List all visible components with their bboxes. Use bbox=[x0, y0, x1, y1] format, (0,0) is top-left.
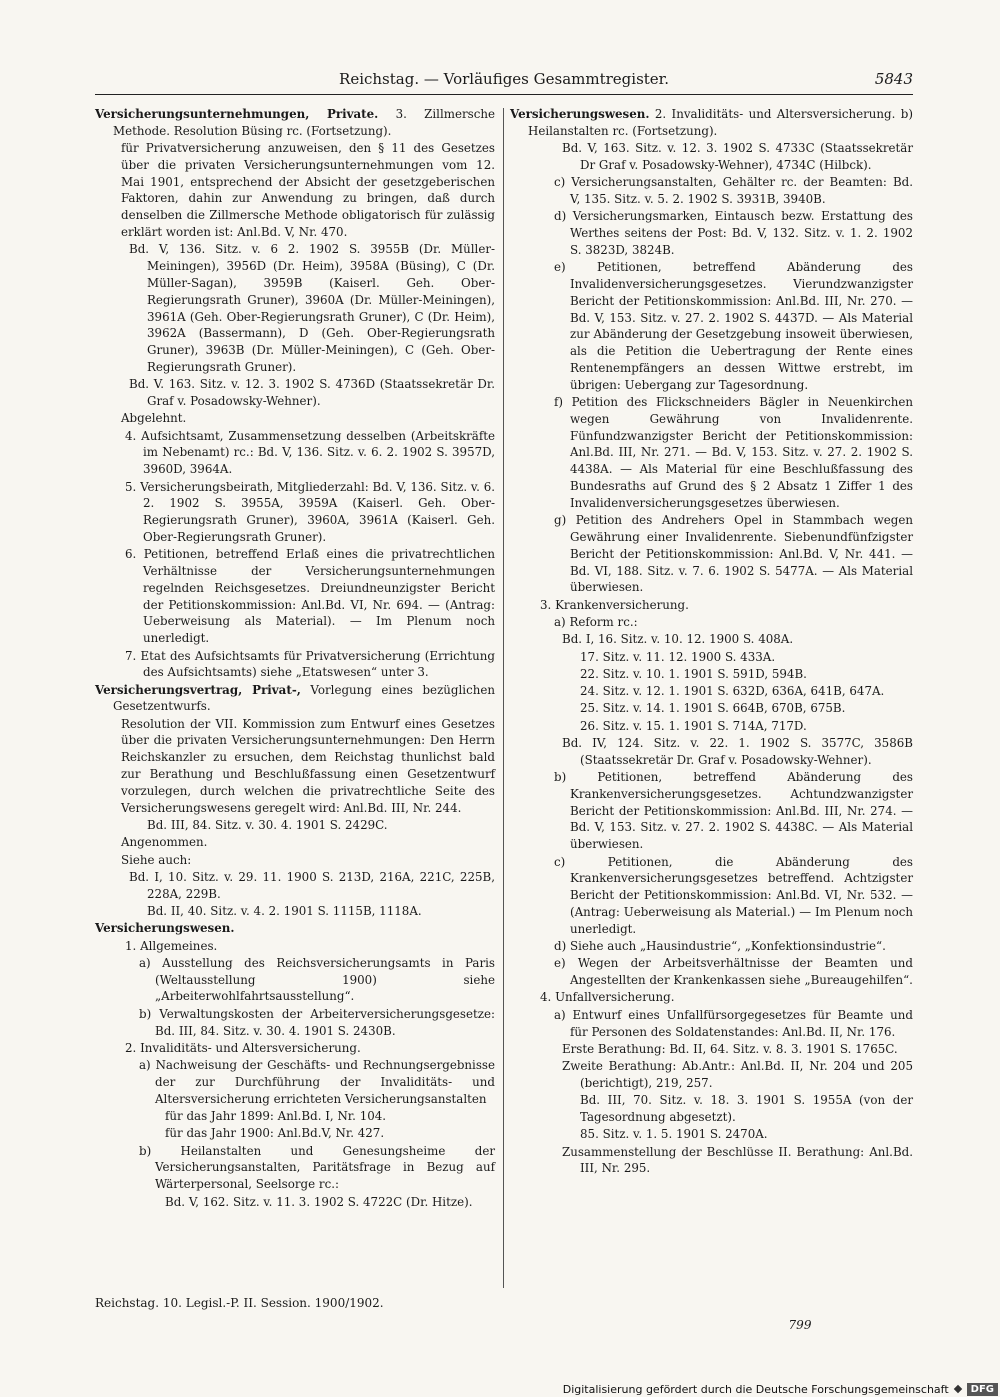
entry-text: 1. Allgemeines. bbox=[125, 938, 218, 953]
entry-text: d) Versicherungsmarken, Eintausch bezw. Erstattung des Werthes seitens der Post: Bd. V, 132. Sitz. v. 1. 2. 1902 S. 3823D, 3824B. bbox=[554, 209, 913, 257]
entry-text: g) Petition des Andrehers Opel in Stammbach wegen Gewährung einer Invalidenrente. Siebenundfünfzigster Bericht der Petitionskommission: Anl.Bd. V, Nr. 441. — Bd. VI, 188. Sitz. v. 7. 6. 1902 S. 5477A. — Als Material überwiesen. bbox=[554, 513, 913, 595]
entry-text: Siehe auch: bbox=[121, 852, 192, 867]
right-entry bbox=[510, 718, 913, 735]
entry-text: e) Petitionen, betreffend Abänderung des Invalidenversicherungsgesetzes. Vierundzwanzigster Bericht der Petitionskommission: Anl.Bd. III, Nr. 270. — Bd. V, 153. Sitz. v. 27. 2. 1902 S. 4437D. — Als Material zur Abänderung der Gesetzgebung insoweit überwiesen, als die Petition die Uebertragung der Rente eines Rentenempfängers an dessen Wittwe erstrebt, im übrigen: Uebergang zur Tagesordnung. bbox=[554, 260, 913, 392]
entry-text: Zusammenstellung der Beschlüsse II. Berathung: Anl.Bd. III, Nr. 295. bbox=[562, 1144, 913, 1176]
left-entry bbox=[95, 1143, 495, 1193]
entry-text: b) Verwaltungskosten der Arbeiterversicherungsgesetze: Bd. III, 84. Sitz. v. 30. 4. 1901 S. 2430B. bbox=[139, 1006, 495, 1038]
right-entry bbox=[510, 394, 913, 512]
right-entry bbox=[510, 1007, 913, 1041]
right-entry bbox=[510, 1126, 913, 1143]
entry-text: c) Petitionen, die Abänderung des Krankenversicherungsgesetzes betreffend. Achtzigster Bericht der Petitionskommission: Anl.Bd. VI, Nr. 532. — (Antrag: Ueberweisung als Material.) — Im Plenum noch unerledigt. bbox=[554, 854, 913, 936]
entry-text: e) Wegen der Arbeitsverhältnisse der Beamten und Angestellten der Krankenkassen siehe „Bureaugehilfen“. bbox=[554, 956, 913, 988]
entry-text: 22. Sitz. v. 10. 1. 1901 S. 591D, 594B. bbox=[580, 666, 807, 681]
entry-text: 26. Sitz. v. 15. 1. 1901 S. 714A, 717D. bbox=[580, 718, 807, 733]
left-entry bbox=[95, 1108, 495, 1125]
entry-text: Bd. I, 16. Sitz. v. 10. 12. 1900 S. 408A. bbox=[562, 632, 794, 647]
entry-text: d) Siehe auch „Hausindustrie“, „Konfektionsindustrie“. bbox=[554, 939, 886, 954]
entry-text: 17. Sitz. v. 11. 12. 1900 S. 433A. bbox=[580, 649, 776, 664]
left-entry bbox=[95, 920, 495, 937]
entry-text: für das Jahr 1899: Anl.Bd. I, Nr. 104. bbox=[165, 1109, 387, 1124]
entry-text: 24. Sitz. v. 12. 1. 1901 S. 632D, 636A, 641B, 647A. bbox=[580, 684, 885, 699]
right-entry bbox=[510, 614, 913, 631]
left-entry bbox=[95, 546, 495, 647]
right-entry bbox=[510, 140, 913, 174]
entry-text: b) Petitionen, betreffend Abänderung des Krankenversicherungsgesetzes. Achtundzwanzigster Bericht der Petitionskommission: Anl.Bd. III, Nr. 274. — Bd. V, 153. Sitz. v. 27. 2. 1902 S. 4438C. — Als Material überwiesen. bbox=[554, 770, 913, 852]
entry-text: Bd. V, 162. Sitz. v. 11. 3. 1902 S. 4722C (Dr. Hitze). bbox=[165, 1194, 473, 1209]
digitization-bar bbox=[563, 1381, 1000, 1397]
entry-text: Zweite Berathung: Ab.Antr.: Anl.Bd. II, Nr. 204 und 205 (berichtigt), 219, 257. bbox=[562, 1059, 913, 1090]
left-column bbox=[95, 106, 495, 1211]
left-entry bbox=[95, 852, 495, 869]
right-entry bbox=[510, 259, 913, 393]
right-entry bbox=[510, 769, 913, 853]
right-entry bbox=[510, 1092, 913, 1126]
right-entry bbox=[510, 666, 913, 683]
right-entry bbox=[510, 955, 913, 989]
left-entry bbox=[95, 140, 495, 241]
left-entry bbox=[95, 682, 495, 716]
left-entry bbox=[95, 241, 495, 375]
header-title: Reichstag. — Vorläufiges Gesammtregister. bbox=[339, 70, 669, 88]
entry-text: b) Heilanstalten und Genesungsheime der Versicherungsanstalten, Paritätsfrage in Bezug auf Wärterpersonal, Seelsorge rc.: bbox=[139, 1143, 495, 1192]
entry-text: Bd. V, 136. Sitz. v. 6 2. 1902 S. 3955B (Dr. Müller-Meiningen), 3956D (Dr. Heim), 3958A (Büsing), C (Dr. Müller-Sagan), 3959B (Kaiserl. Geh. Ober-Regierungsrath Gruner), 3960A (Dr. Müller-Meiningen), 3961A (Geh. Ober-Regierungsrath Gruner), C (Dr. Heim), 3962A (Bassermann), D (Geh. Ober-Regierungsrath Gruner), 3963B (Dr. Müller-Meiningen), C (Geh. Ober-Regierungsrath Gruner). bbox=[129, 242, 495, 374]
left-entry bbox=[95, 955, 495, 1005]
left-entry bbox=[95, 648, 495, 682]
right-column bbox=[510, 106, 913, 1178]
right-entry bbox=[510, 854, 913, 938]
right-entry bbox=[510, 512, 913, 596]
entry-text: a) Reform rc.: bbox=[554, 614, 638, 629]
right-entry bbox=[510, 989, 913, 1006]
entry-text: Bd. III, 84. Sitz. v. 30. 4. 1901 S. 2429C. bbox=[147, 817, 388, 832]
right-entry bbox=[510, 938, 913, 955]
left-entry bbox=[95, 106, 495, 140]
entry-text: 2. Invaliditäts- und Altersversicherung. b) Heilanstalten rc. (Fortsetzung). bbox=[528, 107, 913, 138]
entry-text: 4. Unfallversicherung. bbox=[540, 990, 675, 1005]
header-page-number: 5843 bbox=[874, 70, 913, 88]
right-entry bbox=[510, 631, 913, 648]
entry-text: für das Jahr 1900: Anl.Bd.V, Nr. 427. bbox=[165, 1126, 385, 1141]
left-entry bbox=[95, 376, 495, 410]
diamond-icon bbox=[953, 1385, 961, 1393]
left-entry bbox=[95, 1040, 495, 1057]
left-entry bbox=[95, 1057, 495, 1107]
entry-heading: Versicherungswesen. bbox=[510, 107, 650, 121]
left-entry bbox=[95, 938, 495, 955]
entry-text: 5. Versicherungsbeirath, Mitgliederzahl: Bd. V, 136. Sitz. v. 6. 2. 1902 S. 3955A, 3959A (Kaiserl. Geh. Ober-Regierungsrath Gruner), 3960A, 3961A (Kaiserl. Geh. Ober-Regierungsrath Gruner). bbox=[125, 479, 496, 544]
entry-text: 6. Petitionen, betreffend Erlaß eines die privatrechtlichen Verhältnisse der Versicherungsunternehmungen regelnden Reichsgesetzes. Dreiundneunzigster Bericht der Petitionskommission: Anl.Bd. VI, Nr. 694. — (Antrag: Ueberweisung als Material). — Im Plenum noch unerledigt. bbox=[125, 547, 495, 646]
left-entry bbox=[95, 479, 495, 546]
entry-text: a) Ausstellung des Reichsversicherungsamts in Paris (Weltausstellung 1900) siehe „Arbeiterwohlfahrtsausstellung“. bbox=[139, 955, 495, 1004]
footer-session-line: Reichstag. 10. Legisl.-P. II. Session. 1900/1902. bbox=[95, 1296, 384, 1310]
left-entry bbox=[95, 428, 495, 478]
entry-text: 85. Sitz. v. 1. 5. 1901 S. 2470A. bbox=[580, 1127, 768, 1142]
dfg-logo: DFG bbox=[967, 1383, 998, 1396]
right-entry bbox=[510, 1041, 913, 1058]
entry-heading: Versicherungsvertrag, Privat-, bbox=[95, 682, 301, 697]
running-header bbox=[95, 64, 913, 95]
entry-text: 3. Zillmersche Methode. Resolution Büsing rc. (Fortsetzung). bbox=[113, 107, 495, 138]
entry-text: 4. Aufsichtsamt, Zusammensetzung desselben (Arbeitskräfte im Nebenamt) rc.: Bd. V, 136. Sitz. v. 6. 2. 1902 S. 3957D, 3960D, 3964A. bbox=[125, 428, 495, 477]
entry-text: Bd. V, 163. Sitz. v. 12. 3. 1902 S. 4733C (Staatssekretär Dr Graf v. Posadowsky-Wehner), 4734C (Hilbck). bbox=[562, 141, 913, 172]
right-entry bbox=[510, 683, 913, 700]
entry-text: a) Entwurf eines Unfallfürsorgegesetzes für Beamte und für Personen des Soldatenstandes: Anl.Bd. II, Nr. 176. bbox=[554, 1007, 913, 1039]
left-entry bbox=[95, 1125, 495, 1142]
left-entry bbox=[95, 834, 495, 851]
entry-text: 25. Sitz. v. 14. 1. 1901 S. 664B, 670B, 675B. bbox=[580, 701, 846, 716]
column-divider bbox=[503, 108, 504, 1288]
right-entry bbox=[510, 1058, 913, 1092]
right-entry bbox=[510, 597, 913, 614]
entry-text: f) Petition des Flickschneiders Bägler in Neuenkirchen wegen Gewährung von Invalidenrente. Fünfundzwanzigster Bericht der Petitionskommission: Anl.Bd. III, Nr. 271. — Bd. V, 153. Sitz. v. 27. 2. 1902 S. 4438A. — Als Material für eine Beschlußfassung des Bundesraths auf Grund des § 2 Absatz 1 Ziffer 1 des Invalidenversicherungsgesetzes überwiesen. bbox=[554, 395, 913, 510]
entry-text: Bd. III, 70. Sitz. v. 18. 3. 1901 S. 1955A (von der Tagesordnung abgesetzt). bbox=[580, 1093, 913, 1125]
left-entry bbox=[95, 869, 495, 903]
entry-heading: Versicherungsunternehmungen, Private. bbox=[95, 107, 379, 121]
entry-text: c) Versicherungsanstalten, Gehälter rc. der Beamten: Bd. V, 135. Sitz. v. 5. 2. 1902 S. 3931B, 3940B. bbox=[554, 175, 913, 206]
entry-text: Bd. IV, 124. Sitz. v. 22. 1. 1902 S. 3577C, 3586B (Staatssekretär Dr. Graf v. Posadowsky-Wehner). bbox=[562, 735, 913, 767]
left-entry bbox=[95, 410, 495, 427]
right-entry bbox=[510, 735, 913, 769]
left-entry bbox=[95, 903, 495, 920]
left-entry bbox=[95, 716, 495, 817]
entry-text: Vorlegung eines bezüglichen Gesetzentwurfs. bbox=[113, 682, 495, 714]
entry-text: Abgelehnt. bbox=[121, 411, 187, 426]
right-entry bbox=[510, 208, 913, 258]
entry-text: Angenommen. bbox=[121, 835, 208, 850]
right-entry bbox=[510, 649, 913, 666]
left-entry bbox=[95, 1006, 495, 1040]
left-entry bbox=[95, 1194, 495, 1211]
entry-text: 2. Invaliditäts- und Altersversicherung. bbox=[125, 1040, 361, 1055]
right-entry bbox=[510, 174, 913, 208]
entry-text: für Privatversicherung anzuweisen, den § 11 des Gesetzes über die privaten Versicherungsunternehmungen vom 12. Mai 1901, entsprechend der Absicht der gesetzgeberischen Faktoren, dahin zur Anwendung zu bringen, daß durch denselben die Zillmersche Methode obligatorisch für zulässig erklärt worden ist: Anl.Bd. V, Nr. 470. bbox=[121, 141, 495, 240]
entry-text: Resolution der VII. Kommission zum Entwurf eines Gesetzes über die privaten Versicherungsunternehmungen: Den Herrn Reichskanzler zu ersuchen, dem Reichstag thunlichst bald zur Berathung und Beschlußfassung einen Gesetzentwurf vorzulegen, durch welchen die privatrechtliche Seite des Versicherungswesens geregelt wird: Anl.Bd. III, Nr. 244. bbox=[121, 716, 495, 815]
entry-text: Erste Berathung: Bd. II, 64. Sitz. v. 8. 3. 1901 S. 1765C. bbox=[562, 1041, 898, 1056]
entry-heading: Versicherungswesen. bbox=[95, 921, 235, 936]
footer-page-number: 799 bbox=[788, 1318, 812, 1332]
entry-text: a) Nachweisung der Geschäfts- und Rechnungsergebnisse der zur Durchführung der Invaliditäts- und Altersversicherung errichteten Versicherungsanstalten bbox=[139, 1058, 495, 1106]
digitization-credit: Digitalisierung gefördert durch die Deutsche Forschungsgemeinschaft bbox=[562, 1382, 949, 1396]
right-entry bbox=[510, 700, 913, 717]
entry-text: Bd. V. 163. Sitz. v. 12. 3. 1902 S. 4736D (Staatssekretär Dr. Graf v. Posadowsky-Wehner). bbox=[129, 377, 495, 409]
left-entry bbox=[95, 817, 495, 834]
entry-text: Bd. I, 10. Sitz. v. 29. 11. 1900 S. 213D, 216A, 221C, 225B, 228A, 229B. bbox=[129, 869, 495, 901]
entry-text: Bd. II, 40. Sitz. v. 4. 2. 1901 S. 1115B, 1118A. bbox=[147, 903, 422, 918]
right-entry bbox=[510, 106, 913, 140]
entry-text: 7. Etat des Aufsichtsamts für Privatversicherung (Errichtung des Aufsichtsamts) siehe „Etatswesen“ unter 3. bbox=[125, 648, 495, 680]
right-entry bbox=[510, 1144, 913, 1178]
entry-text: 3. Krankenversicherung. bbox=[540, 597, 689, 612]
